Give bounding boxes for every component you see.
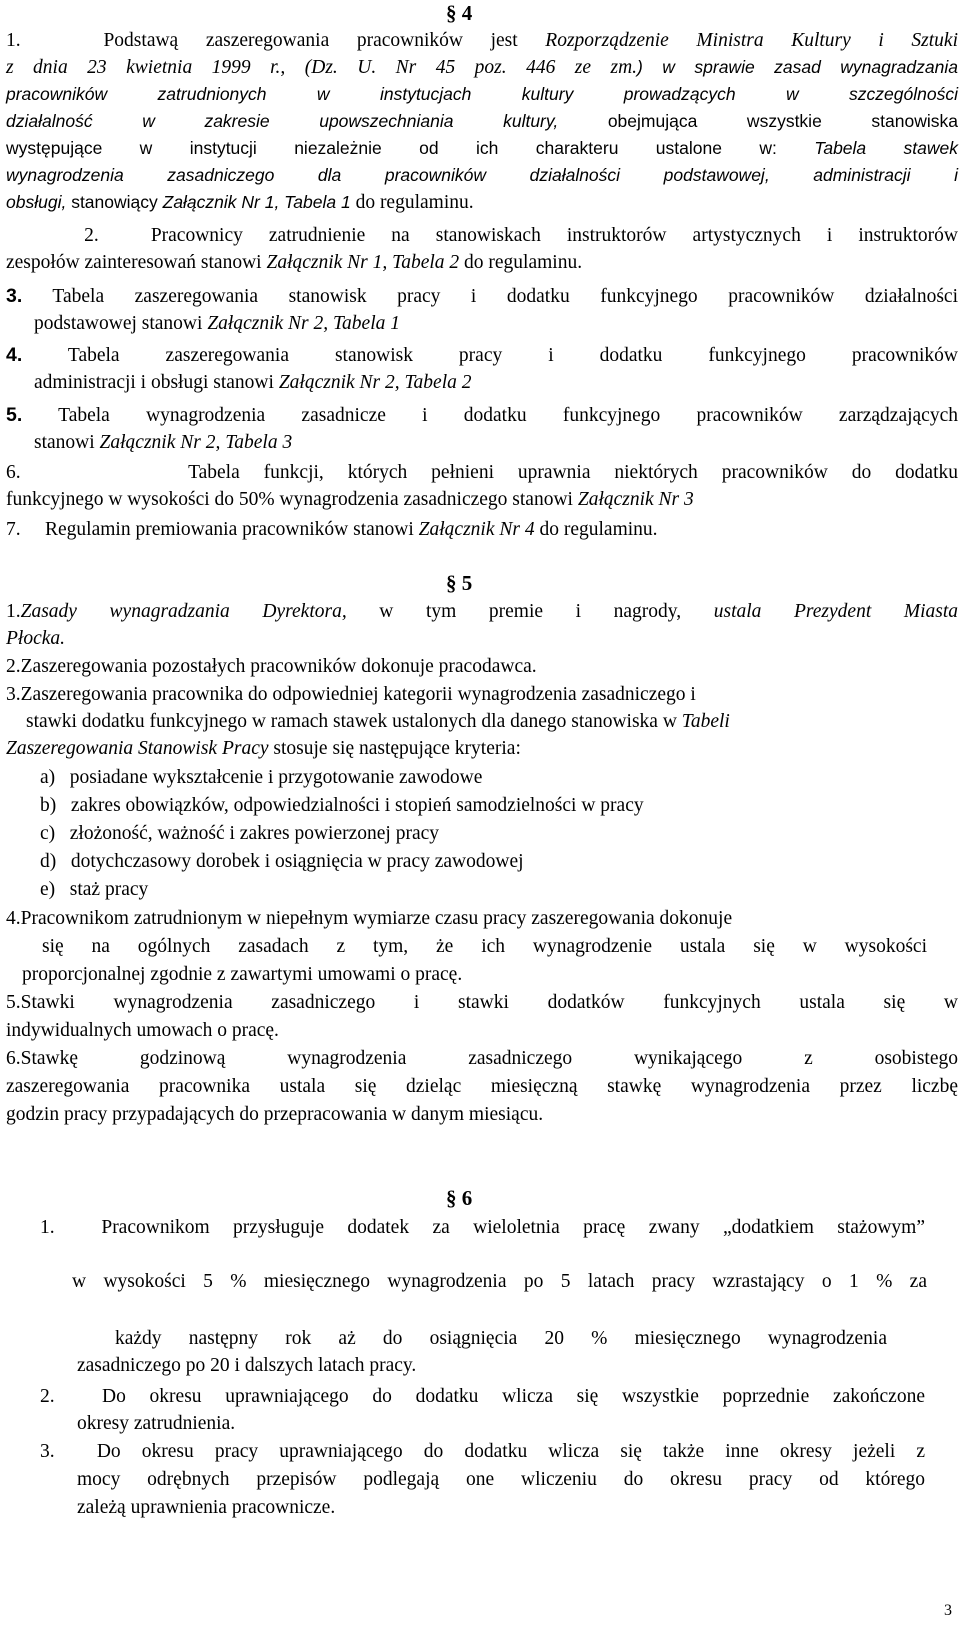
s5-p1-line1: 1.Zasady wynagradzania Dyrektora, w tym premie i nagrody, ustala Prezydent Miasta <box>6 601 959 622</box>
s4-p4-line1: 4. Tabela zaszeregowania stanowisk pracy i dodatku funkcyjnego pracowników <box>6 344 958 366</box>
s5-p4-line1: 4.Pracownikom zatrudnionym w niepełnym wymiarze czasu pracy zaszeregowania dokonuje <box>6 908 733 929</box>
section-heading-4: § 4 <box>446 1 473 25</box>
criteria-item-c: c) złożoność, ważność i zakres powierzonej pracy <box>40 823 440 844</box>
s4-p1-line3: pracowników zatrudnionych w instytucjach kultury prowadzących w szczególności <box>6 84 958 104</box>
s5-p4-line2: się na ogólnych zasadach z tym, że ich wynagrodzenie ustala się w wysokości <box>42 936 927 957</box>
s4-p1-line6: wynagrodzenia zasadniczego dla pracowników działalności podstawowej, administracji i <box>6 165 958 185</box>
s5-p1-line2: Płocka. <box>6 628 66 649</box>
s5-p5-line2: indywidualnych umowach o pracę. <box>6 1020 279 1041</box>
s4-p6-line1: 6. Tabela funkcji, których pełnieni uprawnia niektórych pracowników do dodatku <box>6 462 958 483</box>
s6-p2-line2: okresy zatrudnienia. <box>77 1413 236 1434</box>
s4-p4-line2: administracji i obsługi stanowi Załącznik Nr 2, Tabela 2 <box>34 372 472 393</box>
s4-p2-line1: 2. Pracownicy zatrudnienie na stanowiskach instruktorów artystycznych i instruktorów <box>6 225 958 246</box>
section-heading-6: § 6 <box>446 1186 473 1210</box>
s6-p3-line3: zależą uprawnienia pracownicze. <box>77 1497 336 1518</box>
s4-p3-line1: 3. Tabela zaszeregowania stanowisk pracy i dodatku funkcyjnego pracowników działalności <box>6 285 958 307</box>
s5-p6-line1: 6.Stawkę godzinową wynagrodzenia zasadniczego wynikającego z osobistego <box>6 1048 958 1069</box>
criteria-item-b: b) zakres obowiązków, odpowiedzialności i stopień samodzielności w pracy <box>40 795 644 816</box>
s6-p2-line1: 2. Do okresu uprawniającego do dodatku wlicza się wszystkie poprzednie zakończone <box>40 1386 925 1407</box>
s4-p1-line2: z dnia 23 kwietnia 1999 r., (Dz. U. Nr 45 poz. 446 ze zm.) w sprawie zasad wynagradzania <box>6 57 958 78</box>
s4-p7-line1: 7. Regulamin premiowania pracowników stanowi Załącznik Nr 4 do regulaminu. <box>6 519 658 540</box>
s4-p1-line5: występujące w instytucji niezależnie od ich charakteru ustalone w: Tabela stawek <box>6 138 959 158</box>
s6-p3-line1: 3. Do okresu pracy uprawniającego do dodatku wlicza się także inne okresy jeżeli z <box>40 1441 925 1462</box>
criteria-item-e: e) staż pracy <box>40 879 149 900</box>
s4-p3-line2: podstawowej stanowi Załącznik Nr 2, Tabela 1 <box>34 313 400 334</box>
s5-p5-line1: 5.Stawki wynagrodzenia zasadniczego i stawki dodatków funkcyjnych ustala się w <box>6 992 958 1013</box>
s5-p3-line3: Zaszeregowania Stanowisk Pracy stosuje się następujące kryteria: <box>6 738 521 759</box>
criteria-item-a: a) posiadane wykształcenie i przygotowanie zawodowe <box>40 767 483 788</box>
s5-p3-line1: 3.Zaszeregowania pracownika do odpowiedniej kategorii wynagrodzenia zasadniczego i <box>6 684 696 705</box>
s6-p1-line3: każdy następny rok aż do osiągnięcia 20 % miesięcznego wynagrodzenia <box>115 1328 887 1349</box>
section-heading-5: § 5 <box>446 571 473 595</box>
s6-p1-line2: w wysokości 5 % miesięcznego wynagrodzenia po 5 latach pracy wzrastający o 1 % za <box>72 1271 927 1292</box>
s5-p3-line2: stawki dodatku funkcyjnego w ramach stawek ustalonych dla danego stanowiska w Tabeli <box>26 711 730 732</box>
s5-p4-line3: proporcjonalnej zgodnie z zawartymi umowami o pracę. <box>22 964 463 985</box>
s5-p6-line2: zaszeregowania pracownika ustala się dzieląc miesięczną stawkę wynagrodzenia przez liczbę <box>6 1076 958 1097</box>
s4-p2-line2: zespołów zainteresowań stanowi Załącznik Nr 1, Tabela 2 do regulaminu. <box>6 252 583 273</box>
s4-p1-line4: działalność w zakresie upowszechniania kultury, obejmująca wszystkie stanowiska <box>6 111 958 131</box>
s4-p5-line1: 5. Tabela wynagrodzenia zasadnicze i dodatku funkcyjnego pracowników zarządzających <box>6 404 958 426</box>
s5-p6-line3: godzin pracy przypadających do przepracowania w danym miesiącu. <box>6 1104 544 1125</box>
s5-p2: 2.Zaszeregowania pozostałych pracowników dokonuje pracodawca. <box>6 656 537 677</box>
s6-p1-line4: zasadniczego po 20 i dalszych latach pracy. <box>77 1355 417 1376</box>
s4-p6-line2: funkcyjnego w wysokości do 50% wynagrodzenia zasadniczego stanowi Załącznik Nr 3 <box>6 489 694 510</box>
page-number: 3 <box>944 1602 952 1619</box>
s4-p1-line1: 1. Podstawą zaszeregowania pracowników jest Rozporządzenie Ministra Kultury i Sztuki <box>6 30 958 51</box>
criteria-item-d: d) dotychczasowy dorobek i osiągnięcia w pracy zawodowej <box>40 851 524 872</box>
s6-p1-line1: 1. Pracownikom przysługuje dodatek za wieloletnia pracę zwany „dodatkiem stażowym” <box>40 1217 925 1238</box>
s4-p5-line2: stanowi Załącznik Nr 2, Tabela 3 <box>34 432 293 453</box>
s4-p1-line7: obsługi, stanowiący Załącznik Nr 1, Tabela 1 do regulaminu. <box>6 192 474 213</box>
s6-p3-line2: mocy odrębnych przepisów podlegają one wliczeniu do okresu pracy od którego <box>77 1469 925 1490</box>
